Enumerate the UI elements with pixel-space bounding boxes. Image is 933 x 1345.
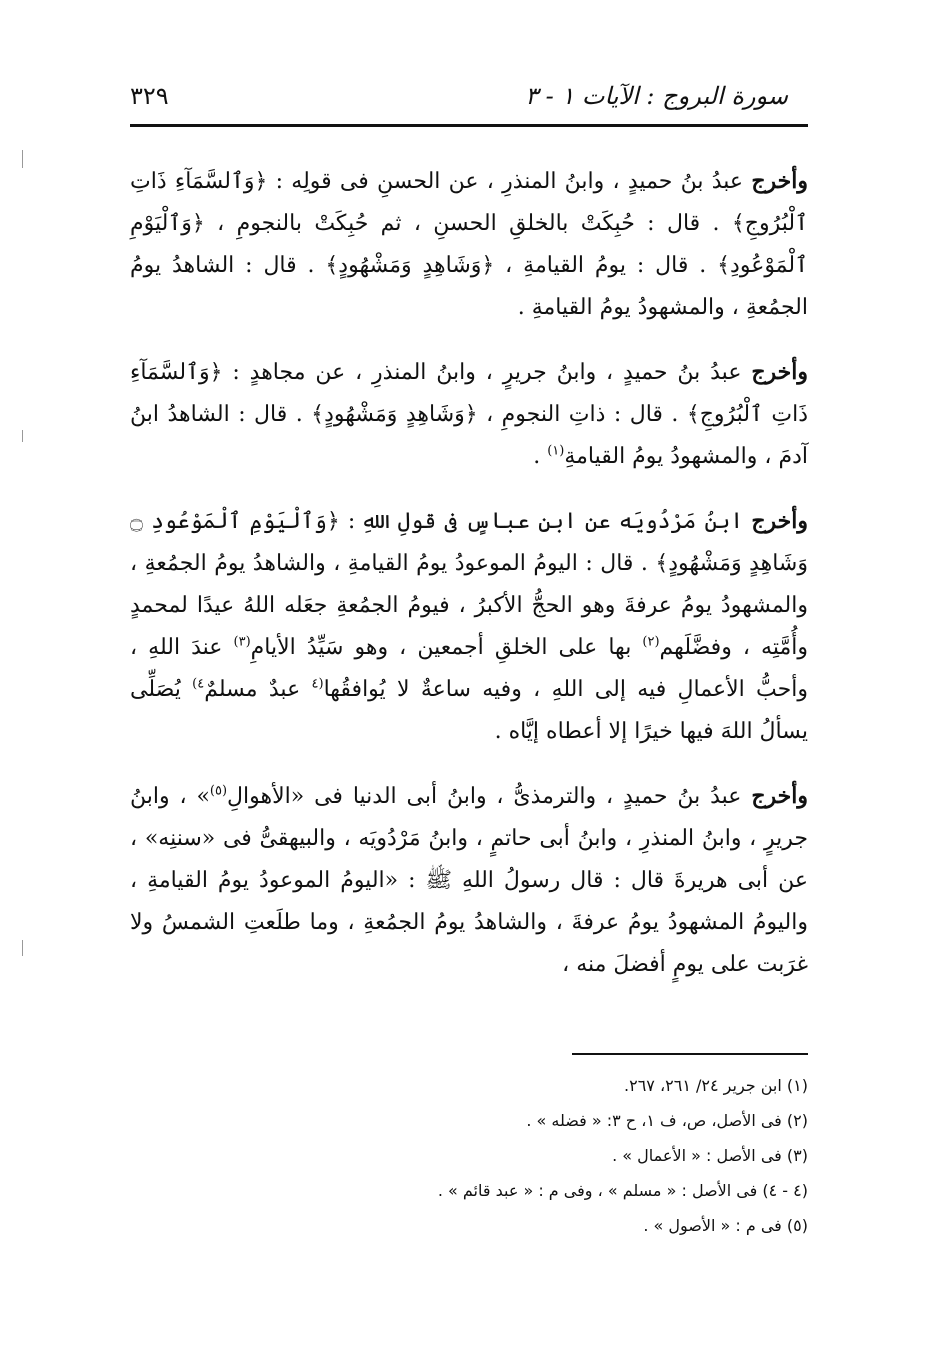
paragraph-tail: . — [533, 444, 548, 469]
paragraph-text: عبدٌ مسلمٌ — [204, 677, 312, 702]
footnote-1: (١) ابن جرير ٢٤/ ٢٦١، ٢٦٧. — [624, 1076, 808, 1095]
paragraph-lead: وأخرج — [751, 783, 808, 809]
scan-edge-mark — [22, 430, 23, 442]
header-rule — [130, 124, 808, 127]
paragraph-4 — [130, 775, 808, 986]
footnote-4: (٤ - ٤) فى الأصل : « مسلم » ، وفى م : « عبد قائم » . — [437, 1181, 808, 1200]
paragraph-lead: وأخرج — [751, 359, 808, 385]
paragraph-text: عندَ اللهِ ، وأحبُّ الأعمالِ فيه إلى اللهِ ، وفيه ساعةٌ لا يُوافقُها — [130, 635, 808, 702]
footnote-ref: (٣) — [233, 634, 251, 650]
scan-edge-mark — [22, 150, 23, 168]
paragraph-text: ابنُ مَرْدُويَه عن ابنِ عباسٍ فى قولِ اللهِ : ﴿وَٱلْيَوْمِ ٱلْمَوْعُودِ ۝ وَشَاهِدٍ وَمَشْهُودٍ﴾ . قال : اليومُ الموعودُ يومُ القيامةِ ، والشاهدُ يومُ الجمُعةِ ، والمشهودُ يومُ عرفةَ وهو الحجُّ الأكبرُ ، فيومُ الجمُعةِ جعَله اللهُ عيدًا لمحمدٍ وأُمَّتِه ، وفضَّلَهم — [130, 509, 809, 660]
footnote-rule — [572, 1053, 808, 1055]
footnote-5: (٥) فى م : « الأصول » . — [643, 1216, 808, 1235]
footnote-3: (٣) فى الأصل : « الأعمال » . — [612, 1146, 808, 1165]
footnote-ref: (٤ — [311, 676, 324, 692]
paragraph-text: عبدُ بنُ حميدٍ ، وابنُ المنذرِ ، عن الحسنِ فى قولِه : ﴿وَٱلسَّمَآءِ ذَاتِ ٱلْبُرُوجِ﴾ . قال : حُبِكَتْ بالخلقِ الحسنِ ، ثم حُبِكَتْ بالنجومِ ، ﴿وَٱلْيَوْمِ ٱلْمَوْعُودِ﴾ . قال : يومُ القيامةِ ، ﴿وَشَاهِدٍ وَمَشْهُودٍ﴾ . قال : الشاهدُ يومُ الجمُعةِ ، والمشهودُ يومُ القيامةِ . — [130, 169, 808, 320]
footnotes — [430, 1068, 808, 1243]
paragraph-lead: وأخرج — [751, 168, 808, 194]
paragraph-text: يُصَلِّى يسألُ اللهَ فيها خيرًا إلا أعطاه إيَّاه . — [130, 677, 808, 744]
footnote-ref: (٥) — [209, 783, 228, 799]
paragraph-text: عبدُ بنُ حميدٍ ، والترمذىُّ ، وابنُ أبى الدنيا فى «الأهوالِ — [227, 784, 752, 809]
paragraph-1 — [130, 160, 808, 329]
paragraph-lead: وأخرج — [751, 508, 808, 534]
paragraph-3 — [130, 500, 808, 753]
running-header — [130, 82, 808, 118]
paragraph-text: عبدُ بنُ حميدٍ ، وابنُ جريرٍ ، وابنُ المنذرِ ، عن مجاهدٍ : ﴿وَٱلسَّمَآءِ ذَاتِ ٱلْبُرُوجِ﴾ . قال : ذاتِ النجومِ ، ﴿وَشَاهِدٍ وَمَشْهُودٍ﴾ . قال : الشاهدُ ابنُ آدمَ ، والمشهودُ يومُ القيامةِ — [130, 360, 808, 469]
header-title: سورة البروج : الآيات ١ - ٣ — [525, 82, 788, 110]
footnote-ref: (٢) — [642, 634, 660, 650]
paragraph-2 — [130, 351, 808, 478]
footnote-ref: (١) — [547, 443, 565, 459]
page-number: ٣٢٩ — [130, 82, 169, 110]
paragraph-text: » ، وابنُ جريرٍ ، وابنُ المنذرِ ، وابنُ أبى حاتمٍ ، وابنُ مَرْدُويَه ، والبيهقىُّ فى «سننِه» ، عن أبى هريرةَ قال : قال رسولُ اللهِ ﷺ : «اليومُ الموعودُ يومُ القيامةِ ، واليومُ المشهودُ يومُ عرفةَ ، والشاهدُ يومُ الجمُعةِ ، وما طلَعتِ الشمسُ ولا غرَبت على يومٍ أفضلَ منه ، — [130, 784, 808, 977]
footnote-2: (٢) فى الأصل، ص، ف ١، ح ٣: « فضله » . — [526, 1111, 808, 1130]
footnote-ref: ٤) — [192, 676, 205, 692]
main-text — [130, 160, 808, 1008]
paragraph-text: بها على الخلقِ أجمعين ، وهو سَيِّدُ الأيامِ — [250, 635, 643, 660]
scan-edge-mark — [22, 940, 23, 956]
